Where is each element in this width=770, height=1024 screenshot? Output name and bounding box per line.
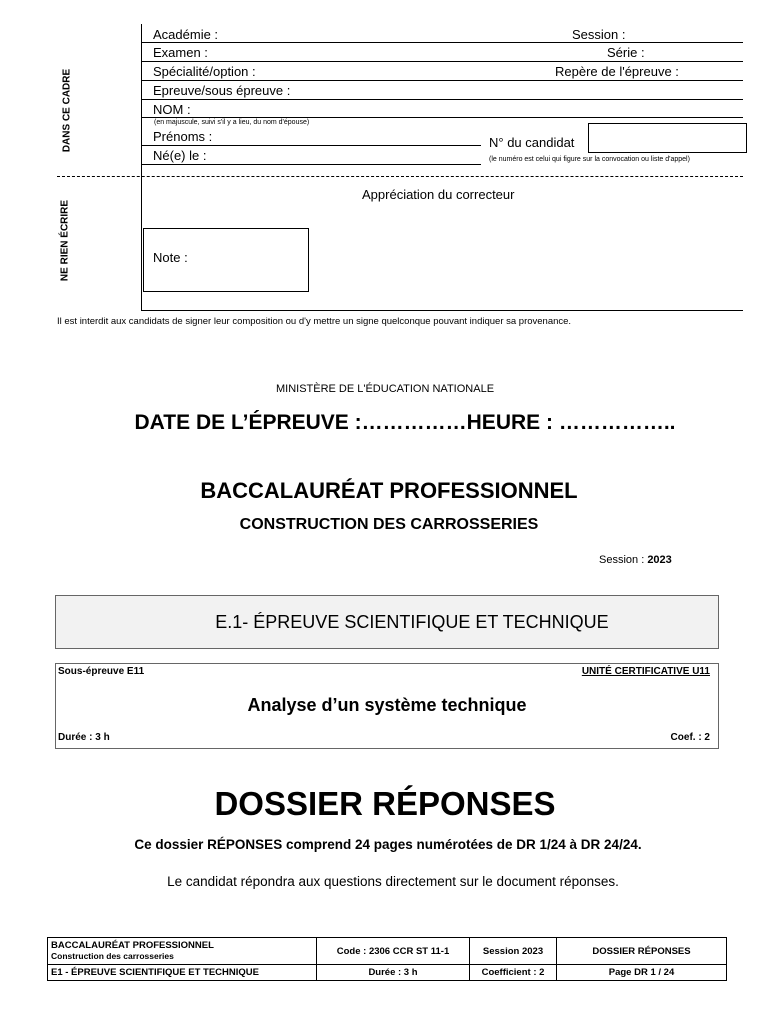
appreciation-label: Appréciation du correcteur [362,187,515,202]
footer-duree: Durée : 3 h [317,965,470,981]
duree-label: Durée : 3 h [58,732,110,743]
epreuve-box [55,595,719,649]
note-label: Note : [153,250,188,265]
sub-epreuve-box [55,663,719,749]
bac-title: BACCALAURÉAT PROFESSIONNEL [200,478,578,503]
footer-spec: Construction des carrosseries [51,951,174,961]
unite-label: UNITÉ CERTIFICATIVE U11 [581,666,710,677]
session-label: Session : [572,27,626,42]
side-label-bottom: NE RIEN ÉCRIRE [59,199,71,282]
session-line-label: Session : [599,554,648,566]
sous-epreuve-label: Sous-épreuve E11 [58,666,145,677]
nom-label: NOM : [153,102,191,117]
side-label-top: DANS CE CADRE [61,68,73,153]
dossier-subtitle: Ce dossier RÉPONSES comprend 24 pages numérotées de DR 1/24 à DR 24/24. [134,837,642,852]
instruction-text: Le candidat répondra aux questions directement sur le document réponses. [167,874,619,889]
header-bottom-border [141,310,743,311]
warning-text: Il est interdit aux candidats de signer leur composition ou d'y mettre un signe quelconque pouvant indiquer sa provenance. [57,316,572,327]
ne-le-label: Né(e) le : [153,148,207,163]
footer-dossier: DOSSIER RÉPONSES [557,938,727,965]
academie-label: Académie : [153,27,219,42]
session-year: 2023 [647,554,672,566]
dashed-separator [57,176,743,177]
ministry-text: MINISTÈRE DE L'ÉDUCATION NATIONALE [275,383,495,395]
candidat-note: (le numéro est celui qui figure sur la convocation ou liste d'appel) [489,156,690,163]
examen-label: Examen : [153,45,208,60]
footer-session: Session 2023 [470,938,557,965]
header-left-border [141,24,142,311]
epreuve-box-title: E.1- ÉPREUVE SCIENTIFIQUE ET TECHNIQUE [215,612,609,632]
footer-epreuve: E1 - ÉPREUVE SCIENTIFIQUE ET TECHNIQUE [48,965,317,981]
sub-box-title: Analyse d’un système technique [247,695,527,715]
epreuve-label: Epreuve/sous épreuve : [153,83,291,98]
footer-bac-cell [48,938,317,965]
serie-label: Série : [607,45,645,60]
session-line [599,554,672,566]
spec-title: CONSTRUCTION DES CARROSSERIES [239,516,539,533]
repere-label: Repère de l'épreuve : [555,64,679,79]
footer-bac: BACCALAURÉAT PROFESSIONNEL [51,940,214,951]
footer-table [47,937,727,981]
footer-page: Page DR 1 / 24 [557,965,727,981]
coef-label: Coef. : 2 [670,732,710,743]
prenoms-label: Prénoms : [153,129,213,144]
footer-coef: Coefficient : 2 [470,965,557,981]
footer-code: Code : 2306 CCR ST 11-1 [317,938,470,965]
candidat-number-box[interactable] [588,123,747,153]
nom-note: (en majuscule, suivi s'il y a lieu, du nom d'épouse) [154,119,310,126]
date-line: DATE DE L’ÉPREUVE :……………HEURE : …………….. [134,411,676,434]
dossier-title: DOSSIER RÉPONSES [214,785,556,822]
candidat-label: N° du candidat [489,135,575,150]
specialite-label: Spécialité/option : [153,64,256,79]
